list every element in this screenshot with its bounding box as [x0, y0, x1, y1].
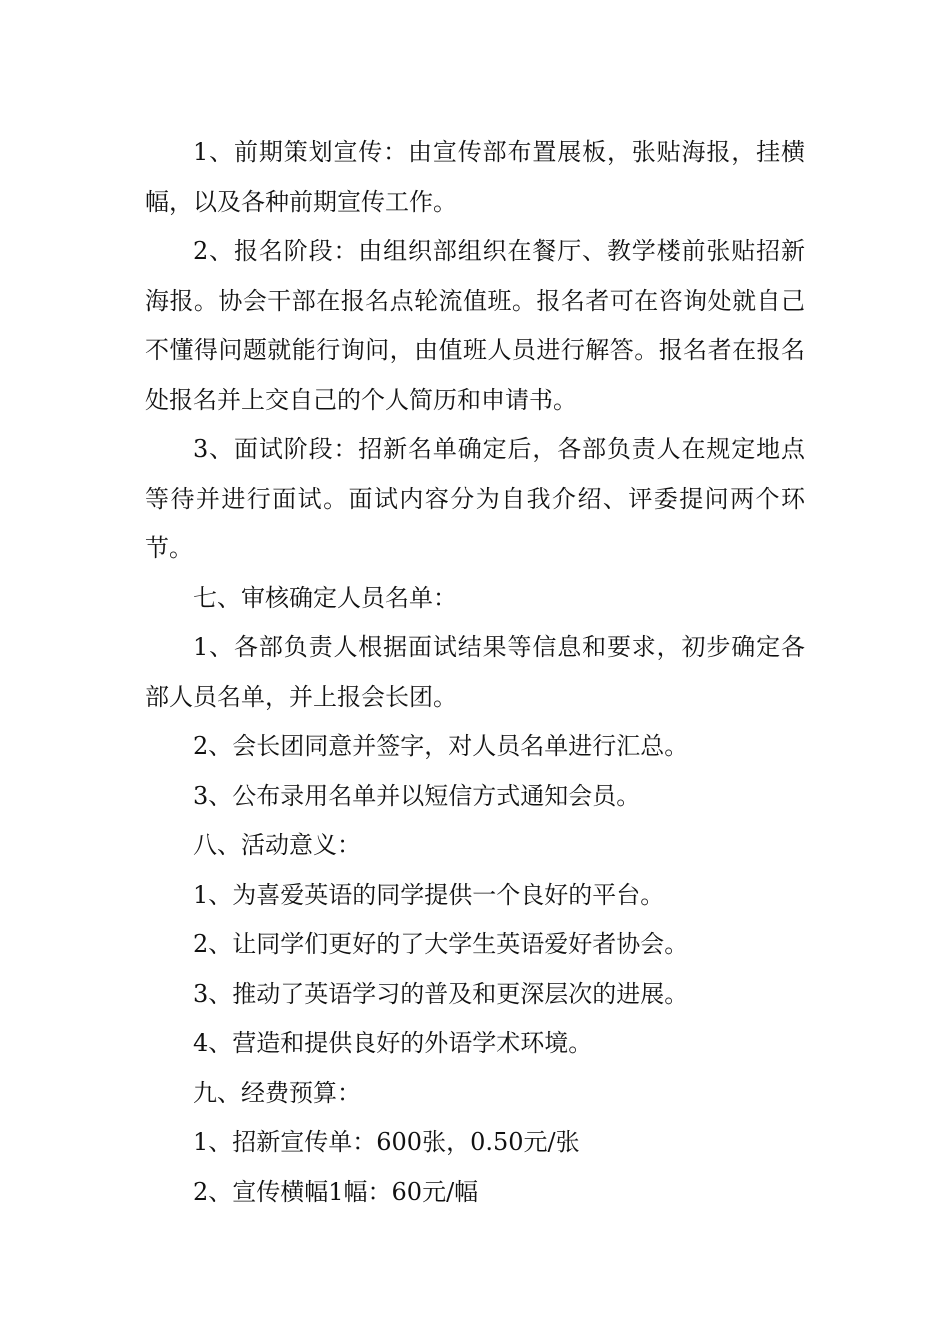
paragraph-significance-2: 2、让同学们更好的了大学生英语爱好者协会。	[193, 930, 689, 958]
section-heading-review: 七、审核确定人员名单：	[193, 583, 457, 612]
paragraph-budget-1: 1、招新宣传单：600张，0.50元/张	[193, 1128, 580, 1156]
paragraph-review-1: 1、各部负责人根据面试结果等信息和要求，初步确定各部人员名单，并上报会长团。	[145, 633, 805, 711]
section-heading-significance: 八、活动意义：	[193, 831, 361, 859]
paragraph-interview: 3、面试阶段：招新名单确定后，各部负责人在规定地点等待并进行面试。面试内容分为自我介绍、评委提问两个环节。	[145, 435, 805, 562]
paragraph-publicity: 1、前期策划宣传：由宣传部布置展板，张贴海报，挂横幅，以及各种前期宣传工作。	[145, 138, 805, 216]
document-body	[145, 128, 805, 1217]
paragraph-significance-3: 3、推动了英语学习的普及和更深层次的进展。	[193, 979, 689, 1008]
paragraph-significance-4: 4、营造和提供良好的外语学术环境。	[193, 1029, 593, 1057]
section-heading-budget: 九、经费预算：	[193, 1078, 361, 1107]
paragraph-review-2: 2、会长团同意并签字，对人员名单进行汇总。	[193, 732, 689, 760]
paragraph-registration: 2、报名阶段：由组织部组织在餐厅、教学楼前张贴招新海报。协会干部在报名点轮流值班。报名者可在咨询处就自己不懂得问题就能行询问，由值班人员进行解答。报名者在报名处报名并上交自己的个人简历和申请书。	[145, 237, 805, 414]
paragraph-budget-2: 2、宣传横幅1幅：60元/幅	[193, 1177, 479, 1206]
paragraph-review-3: 3、公布录用名单并以短信方式通知会员。	[193, 781, 641, 810]
paragraph-significance-1: 1、为喜爱英语的同学提供一个良好的平台。	[193, 880, 665, 909]
